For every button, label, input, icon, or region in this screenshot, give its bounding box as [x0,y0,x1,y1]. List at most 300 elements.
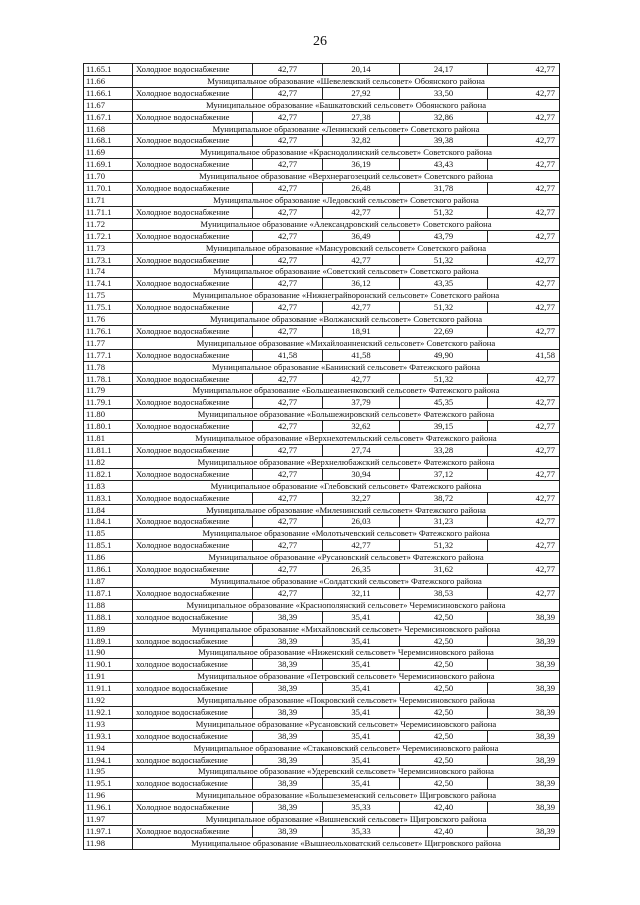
row-number: 11.85 [84,528,133,540]
tariff-value-4: 42,77 [488,135,560,147]
row-number: 11.96.1 [84,802,133,814]
tariff-value-2: 35,41 [323,635,400,647]
tariff-value-4: 38,39 [488,802,560,814]
section-heading: Муниципальное образование «Советский сельсовет» Советского района [133,266,560,278]
tariff-value-4: 38,39 [488,706,560,718]
table-row [84,325,560,337]
section-heading: Муниципальное образование «Удеревский сельсовет» Черемисиновского района [133,766,560,778]
section-heading: Муниципальное образование «Александровский сельсовет» Советского района [133,218,560,230]
table-row [84,183,560,195]
tariff-value-3: 31,62 [400,564,488,576]
section-heading-row [84,504,560,516]
tariff-value-3: 42,50 [400,611,488,623]
tariff-value-1: 38,39 [253,683,323,695]
service-name: Холодное водоснабжение [133,254,253,266]
tariff-value-1: 42,77 [253,135,323,147]
tariff-value-4: 42,77 [488,64,560,76]
row-number: 11.73.1 [84,254,133,266]
table-row [84,230,560,242]
row-number: 11.67.1 [84,111,133,123]
table-row [84,64,560,76]
tariff-value-4: 38,39 [488,659,560,671]
row-number: 11.88 [84,599,133,611]
row-number: 11.82 [84,456,133,468]
tariff-value-2: 35,33 [323,826,400,838]
tariff-value-2: 32,82 [323,135,400,147]
section-heading-row [84,147,560,159]
tariff-value-2: 35,41 [323,683,400,695]
tariff-value-2: 42,77 [323,254,400,266]
service-name: Холодное водоснабжение [133,492,253,504]
table-body [84,64,560,850]
section-heading: Муниципальное образование «Большеземенский сельсовет» Щигровского района [133,790,560,802]
row-number: 11.77.1 [84,349,133,361]
tariff-value-1: 38,39 [253,754,323,766]
tariff-value-4: 42,77 [488,111,560,123]
row-number: 11.86 [84,552,133,564]
row-number: 11.84 [84,504,133,516]
row-number: 11.73 [84,242,133,254]
section-heading: Муниципальное образование «Ленинский сельсовет» Советского района [133,123,560,135]
tariff-value-3: 51,32 [400,206,488,218]
section-heading: Муниципальное образование «Большежировский сельсовет» Фатежского района [133,409,560,421]
service-name: Холодное водоснабжение [133,183,253,195]
row-number: 11.95 [84,766,133,778]
tariff-value-4: 42,77 [488,254,560,266]
tariff-value-2: 42,77 [323,540,400,552]
tariff-value-1: 38,39 [253,611,323,623]
row-number: 11.79.1 [84,397,133,409]
service-name: Холодное водоснабжение [133,278,253,290]
service-name: Холодное водоснабжение [133,159,253,171]
tariff-value-1: 42,77 [253,397,323,409]
tariff-value-1: 42,77 [253,183,323,195]
tariff-value-1: 42,77 [253,564,323,576]
tariff-value-4: 38,39 [488,826,560,838]
section-heading: Муниципальное образование «Русановский сельсовет» Черемисиновского района [133,718,560,730]
row-number: 11.67 [84,99,133,111]
tariff-value-1: 42,77 [253,254,323,266]
tariff-value-3: 31,78 [400,183,488,195]
service-name: Холодное водоснабжение [133,540,253,552]
section-heading: Муниципальное образование «Глебовский сельсовет» Фатежского района [133,480,560,492]
tariff-value-1: 38,39 [253,802,323,814]
section-heading-row [84,647,560,659]
tariff-value-4: 42,77 [488,564,560,576]
tariff-value-1: 42,77 [253,516,323,528]
section-heading: Муниципальное образование «Миленинский сельсовет» Фатежского района [133,504,560,516]
service-name: Холодное водоснабжение [133,445,253,457]
row-number: 11.94.1 [84,754,133,766]
section-heading: Муниципальное образование «Верхнелюбажский сельсовет» Фатежского района [133,456,560,468]
service-name: Холодное водоснабжение [133,135,253,147]
section-heading: Муниципальное образование «Нижнеграйворонский сельсовет» Советского района [133,290,560,302]
tariff-value-4: 42,77 [488,325,560,337]
row-number: 11.97.1 [84,826,133,838]
tariff-value-4: 42,77 [488,445,560,457]
page-number: 26 [313,34,327,49]
section-heading: Муниципальное образование «Михайловский сельсовет» Черемисиновского района [133,623,560,635]
section-heading-row [84,123,560,135]
table-row [84,659,560,671]
tariff-value-1: 42,77 [253,87,323,99]
service-name: Холодное водоснабжение [133,349,253,361]
row-number: 11.79 [84,385,133,397]
section-heading: Муниципальное образование «Краснополянский сельсовет» Черемисиновского района [133,599,560,611]
section-heading-row [84,99,560,111]
table-row [84,635,560,647]
section-heading: Муниципальное образование «Волжанский сельсовет» Советского района [133,314,560,326]
section-heading-row [84,242,560,254]
tariff-value-3: 51,32 [400,540,488,552]
tariff-value-4: 38,39 [488,778,560,790]
row-number: 11.92.1 [84,706,133,718]
tariff-value-1: 42,77 [253,206,323,218]
tariff-value-3: 42,50 [400,730,488,742]
row-number: 11.83.1 [84,492,133,504]
tariff-value-3: 43,79 [400,230,488,242]
tariff-value-3: 38,53 [400,587,488,599]
tariff-value-3: 42,50 [400,778,488,790]
table-row [84,206,560,218]
section-heading-row [84,718,560,730]
section-heading-row [84,766,560,778]
tariff-value-2: 35,41 [323,611,400,623]
tariff-value-3: 33,50 [400,87,488,99]
tariff-value-3: 31,23 [400,516,488,528]
row-number: 11.98 [84,837,133,849]
tariff-value-4: 42,77 [488,278,560,290]
section-heading-row [84,290,560,302]
service-name: Холодное водоснабжение [133,516,253,528]
row-number: 11.81.1 [84,445,133,457]
table-row [84,492,560,504]
row-number: 11.75 [84,290,133,302]
section-heading-row [84,480,560,492]
tariff-value-3: 42,50 [400,683,488,695]
tariff-value-3: 39,38 [400,135,488,147]
tariff-value-4: 42,77 [488,540,560,552]
table-row [84,516,560,528]
service-name: Холодное водоснабжение [133,826,253,838]
tariff-value-1: 38,39 [253,778,323,790]
tariff-value-2: 41,58 [323,349,400,361]
row-number: 11.93 [84,718,133,730]
section-heading: Муниципальное образование «Верхнерагозецкий сельсовет» Советского района [133,171,560,183]
service-name: холодное водоснабжение [133,659,253,671]
table-row [84,754,560,766]
tariff-value-1: 41,58 [253,349,323,361]
tariff-value-3: 37,12 [400,468,488,480]
section-heading: Муниципальное образование «Банинский сельсовет» Фатежского района [133,361,560,373]
service-name: Холодное водоснабжение [133,230,253,242]
tariff-value-3: 42,40 [400,802,488,814]
tariff-value-2: 35,41 [323,778,400,790]
row-number: 11.95.1 [84,778,133,790]
service-name: холодное водоснабжение [133,754,253,766]
row-number: 11.89.1 [84,635,133,647]
tariff-value-2: 27,74 [323,445,400,457]
tariff-value-2: 35,41 [323,659,400,671]
tariff-value-1: 42,77 [253,373,323,385]
tariff-value-2: 20,14 [323,64,400,76]
row-number: 11.87 [84,575,133,587]
tariff-value-2: 42,77 [323,206,400,218]
row-number: 11.91 [84,671,133,683]
section-heading-row [84,75,560,87]
tariff-value-1: 42,77 [253,492,323,504]
service-name: Холодное водоснабжение [133,564,253,576]
tariff-value-1: 38,39 [253,635,323,647]
section-heading: Муниципальное образование «Молотычевский сельсовет» Фатежского района [133,528,560,540]
tariff-value-1: 38,39 [253,826,323,838]
row-number: 11.87.1 [84,587,133,599]
row-number: 11.86.1 [84,564,133,576]
section-heading-row [84,171,560,183]
tariff-value-1: 42,77 [253,421,323,433]
tariff-value-1: 42,77 [253,468,323,480]
tariff-value-3: 39,15 [400,421,488,433]
service-name: Холодное водоснабжение [133,373,253,385]
tariff-value-4: 42,77 [488,159,560,171]
section-heading: Муниципальное образование «Башкатовский сельсовет» Обоянского района [133,99,560,111]
row-number: 11.74 [84,266,133,278]
row-number: 11.85.1 [84,540,133,552]
service-name: Холодное водоснабжение [133,421,253,433]
tariff-value-3: 24,17 [400,64,488,76]
tariff-value-4: 38,39 [488,730,560,742]
section-heading: Муниципальное образование «Ледовский сельсовет» Советского района [133,194,560,206]
row-number: 11.94 [84,742,133,754]
tariff-value-4: 42,77 [488,587,560,599]
table-row [84,683,560,695]
section-heading-row [84,218,560,230]
section-heading-row [84,361,560,373]
tariff-value-1: 42,77 [253,159,323,171]
row-number: 11.84.1 [84,516,133,528]
table-row [84,397,560,409]
tariff-value-1: 42,77 [253,325,323,337]
table-row [84,349,560,361]
tariff-value-2: 35,41 [323,754,400,766]
tariff-value-4: 38,39 [488,611,560,623]
table-row [84,421,560,433]
section-heading: Муниципальное образование «Солдатский сельсовет» Фатежского района [133,575,560,587]
row-number: 11.78 [84,361,133,373]
tariff-value-4: 38,39 [488,683,560,695]
tariff-value-3: 49,90 [400,349,488,361]
section-heading-row [84,575,560,587]
row-number: 11.96 [84,790,133,802]
section-heading-row [84,552,560,564]
table-row [84,778,560,790]
tariff-value-4: 42,77 [488,183,560,195]
tariff-value-1: 42,77 [253,302,323,314]
tariff-value-2: 35,33 [323,802,400,814]
row-number: 11.93.1 [84,730,133,742]
section-heading-row [84,742,560,754]
row-number: 11.91.1 [84,683,133,695]
row-number: 11.80 [84,409,133,421]
tariff-value-2: 35,41 [323,706,400,718]
tariff-value-3: 43,43 [400,159,488,171]
table-row [84,468,560,480]
tariff-value-4: 42,77 [488,516,560,528]
section-heading-row [84,528,560,540]
row-number: 11.82.1 [84,468,133,480]
tariff-value-2: 27,92 [323,87,400,99]
row-number: 11.83 [84,480,133,492]
tariff-value-1: 42,77 [253,111,323,123]
tariff-value-4: 42,77 [488,302,560,314]
table-row [84,587,560,599]
tariff-value-3: 45,35 [400,397,488,409]
section-heading-row [84,314,560,326]
service-name: холодное водоснабжение [133,778,253,790]
row-number: 11.90 [84,647,133,659]
row-number: 11.76 [84,314,133,326]
row-number: 11.92 [84,695,133,707]
row-number: 11.90.1 [84,659,133,671]
tariff-value-2: 30,94 [323,468,400,480]
section-heading-row [84,837,560,849]
row-number: 11.71 [84,194,133,206]
tariff-value-3: 51,32 [400,302,488,314]
section-heading: Муниципальное образование «Вишневский сельсовет» Щигровского района [133,814,560,826]
tariff-value-2: 42,77 [323,302,400,314]
table-row [84,302,560,314]
table-row [84,87,560,99]
tariff-value-2: 27,38 [323,111,400,123]
section-heading-row [84,814,560,826]
row-number: 11.88.1 [84,611,133,623]
service-name: Холодное водоснабжение [133,468,253,480]
tariff-value-2: 32,11 [323,587,400,599]
table-row [84,445,560,457]
tariff-value-2: 18,91 [323,325,400,337]
service-name: Холодное водоснабжение [133,206,253,218]
row-number: 11.77 [84,337,133,349]
tariff-value-4: 42,77 [488,492,560,504]
section-heading: Муниципальное образование «Русановский сельсовет» Фатежского района [133,552,560,564]
table-row [84,254,560,266]
row-number: 11.74.1 [84,278,133,290]
tariff-value-4: 42,77 [488,87,560,99]
table-row [84,373,560,385]
section-heading-row [84,385,560,397]
section-heading: Муниципальное образование «Стакановский сельсовет» Черемисиновского района [133,742,560,754]
tariff-value-3: 42,50 [400,706,488,718]
tariff-value-3: 38,72 [400,492,488,504]
tariff-value-1: 38,39 [253,659,323,671]
tariff-value-3: 42,50 [400,635,488,647]
row-number: 11.72.1 [84,230,133,242]
section-heading-row [84,194,560,206]
section-heading: Муниципальное образование «Вышнеольховатский сельсовет» Щигровского района [133,837,560,849]
row-number: 11.66.1 [84,87,133,99]
row-number: 11.68.1 [84,135,133,147]
tariff-value-2: 26,48 [323,183,400,195]
service-name: холодное водоснабжение [133,611,253,623]
tariff-value-2: 35,41 [323,730,400,742]
tariff-value-2: 36,12 [323,278,400,290]
section-heading-row [84,599,560,611]
row-number: 11.69.1 [84,159,133,171]
table-row [84,826,560,838]
tariff-value-3: 42,50 [400,659,488,671]
service-name: Холодное водоснабжение [133,64,253,76]
tariff-value-4: 41,58 [488,349,560,361]
tariff-value-2: 36,19 [323,159,400,171]
tariff-value-3: 42,40 [400,826,488,838]
service-name: холодное водоснабжение [133,683,253,695]
tariff-table [83,63,560,850]
section-heading: Муниципальное образование «Краснодолинский сельсовет» Советского района [133,147,560,159]
service-name: Холодное водоснабжение [133,802,253,814]
tariff-value-2: 42,77 [323,373,400,385]
section-heading-row [84,433,560,445]
row-number: 11.78.1 [84,373,133,385]
tariff-value-1: 42,77 [253,278,323,290]
tariff-value-3: 22,69 [400,325,488,337]
row-number: 11.70 [84,171,133,183]
table-row [84,159,560,171]
tariff-value-4: 42,77 [488,230,560,242]
row-number: 11.97 [84,814,133,826]
tariff-value-2: 26,35 [323,564,400,576]
row-number: 11.69 [84,147,133,159]
row-number: 11.66 [84,75,133,87]
section-heading-row [84,623,560,635]
service-name: Холодное водоснабжение [133,325,253,337]
table-row [84,611,560,623]
tariff-value-4: 38,39 [488,754,560,766]
service-name: Холодное водоснабжение [133,397,253,409]
section-heading: Муниципальное образование «Шевелевский сельсовет» Обоянского района [133,75,560,87]
service-name: Холодное водоснабжение [133,587,253,599]
section-heading: Муниципальное образование «Верхнехотемльский сельсовет» Фатежского района [133,433,560,445]
tariff-value-1: 38,39 [253,730,323,742]
service-name: Холодное водоснабжение [133,87,253,99]
row-number: 11.80.1 [84,421,133,433]
table-row [84,540,560,552]
section-heading-row [84,266,560,278]
service-name: Холодное водоснабжение [133,302,253,314]
row-number: 11.75.1 [84,302,133,314]
table-row [84,730,560,742]
tariff-value-1: 42,77 [253,587,323,599]
tariff-value-3: 33,28 [400,445,488,457]
service-name: холодное водоснабжение [133,635,253,647]
tariff-value-2: 32,27 [323,492,400,504]
section-heading: Муниципальное образование «Мансуровский сельсовет» Советского района [133,242,560,254]
section-heading-row [84,790,560,802]
service-name: Холодное водоснабжение [133,111,253,123]
section-heading-row [84,456,560,468]
section-heading: Муниципальное образование «Большеанненковский сельсовет» Фатежского района [133,385,560,397]
table-row [84,706,560,718]
tariff-value-1: 42,77 [253,64,323,76]
tariff-value-3: 51,32 [400,373,488,385]
tariff-value-1: 42,77 [253,445,323,457]
table-row [84,111,560,123]
row-number: 11.65.1 [84,64,133,76]
section-heading-row [84,671,560,683]
row-number: 11.71.1 [84,206,133,218]
tariff-value-3: 43,35 [400,278,488,290]
row-number: 11.68 [84,123,133,135]
section-heading: Муниципальное образование «Михайлоанненский сельсовет» Советского района [133,337,560,349]
